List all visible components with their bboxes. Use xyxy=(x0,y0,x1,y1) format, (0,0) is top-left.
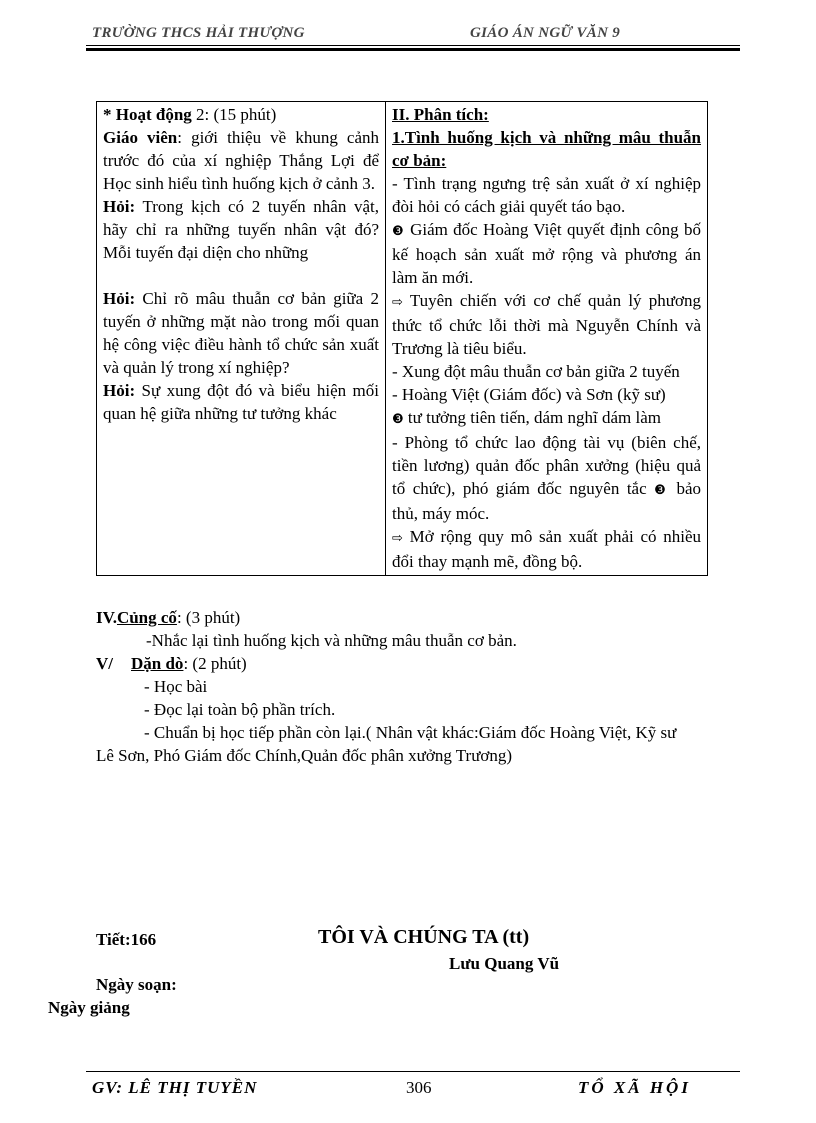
prep-date-label: Ngày soạn: xyxy=(96,975,177,994)
teacher-student-activity-cell xyxy=(97,102,386,576)
header-school: TRƯỜNG THCS HẢI THƯỢNG xyxy=(92,25,305,41)
header-subject: GIÁO ÁN NGỮ VĂN 9 xyxy=(470,25,621,41)
content-paragraph xyxy=(392,525,701,573)
question-text: Chỉ rõ mâu thuẫn cơ bản giữa 2 tuyến ở những mặt nào trong mối quan hệ công việc điều hành tổ chức sản xuất và quản lý trong xí nghiệp? xyxy=(103,289,379,377)
content-text: - Phòng tổ chức lao động tài vụ (biên chế, tiền lương) quản đốc phân xưởng (hiệu quả tổ chức), phó giám đốc nguyên tắc xyxy=(392,433,701,498)
header-divider-thick xyxy=(86,48,740,51)
circled-three-icon: ❸ xyxy=(392,224,405,239)
content-text: Tuyên chiến với cơ chế quản lý phương thức tổ chức lỗi thời mà Nguyễn Chính và Trương là tiêu biểu. xyxy=(392,291,701,358)
period-number: Tiết:166 xyxy=(96,930,157,949)
content-text: Giám đốc Hoàng Việt quyết định công bố kế hoạch sản xuất mở rộng và phương án làm ăn mới. xyxy=(392,220,701,287)
lesson-title: TÔI VÀ CHÚNG TA (tt) xyxy=(318,926,530,948)
question-1 xyxy=(103,195,379,264)
homework-prefix: V/ xyxy=(96,654,113,673)
homework-item: - Đọc lại toàn bộ phần trích. xyxy=(144,700,336,719)
question-3 xyxy=(103,379,379,425)
teacher-paragraph xyxy=(103,126,379,195)
content-cell xyxy=(386,102,708,576)
homework-continuation: Lê Sơn, Phó Giám đốc Chính,Quản đốc phân xưởng Trương) xyxy=(96,746,513,765)
teacher-label: Giáo viên xyxy=(103,128,178,147)
question-text: Trong kịch có 2 tuyến nhân vật, hãy chỉ ra những tuyến nhân vật đó? Mỗi tuyến đại diện cho những xyxy=(103,197,379,262)
question-2 xyxy=(103,287,379,379)
consolidation-label: Củng cố xyxy=(116,608,177,627)
teach-date-label: Ngày giảng xyxy=(48,998,130,1017)
header-divider xyxy=(86,45,740,46)
content-text: Mở rộng quy mô sản xuất phải có nhiều đổi thay mạnh mẽ, đồng bộ. xyxy=(392,527,701,571)
teacher-text: : giới thiệu về khung cảnh trước đó của xí nghiệp Thắng Lợi để Học sinh hiểu tình huống kịch ở cảnh 3. xyxy=(103,128,379,193)
footer-teacher: GV: LÊ THỊ TUYỀN xyxy=(92,1078,258,1097)
activity-label: * Hoạt động xyxy=(103,105,192,124)
consolidation-duration: : (3 phút) xyxy=(176,608,241,627)
sub-heading: 1.Tình huống kịch và những mâu thuẫn cơ bản: xyxy=(392,128,701,170)
arrow-right-icon: ⇨ xyxy=(392,295,403,310)
lesson-author: Lưu Quang Vũ xyxy=(449,954,560,973)
footer-group: TỔ XÃ HỘI xyxy=(578,1078,691,1097)
question-text: Sự xung đột đó và biểu hiện mối quan hệ giữa những tư tưởng khác xyxy=(103,381,379,423)
footer-divider xyxy=(86,1071,740,1072)
content-paragraph xyxy=(392,431,701,525)
homework-item: - Học bài xyxy=(144,677,208,696)
content-text: bảo thủ, máy móc. xyxy=(392,479,701,523)
consolidation-heading xyxy=(96,606,240,629)
table-row xyxy=(97,102,708,576)
content-paragraph xyxy=(392,406,701,431)
consolidation-item: -Nhắc lại tình huống kịch và những mâu thuẫn cơ bản. xyxy=(146,631,517,650)
consolidation-prefix: IV. xyxy=(96,608,117,627)
homework-heading xyxy=(96,652,247,675)
content-text: tư tưởng tiên tiến, dám nghĩ dám làm xyxy=(403,408,662,427)
section-heading: II. Phân tích: xyxy=(392,105,489,124)
spacer xyxy=(103,264,379,287)
content-paragraph: - Xung đột mâu thuẫn cơ bản giữa 2 tuyến xyxy=(392,362,680,381)
content-paragraph xyxy=(392,218,701,289)
arrow-right-icon: ⇨ xyxy=(392,531,403,546)
question-label: Hỏi: xyxy=(103,289,136,308)
question-label: Hỏi: xyxy=(103,381,136,400)
lesson-table xyxy=(96,101,708,576)
content-paragraph: - Tình trạng ngưng trệ sản xuất ở xí nghiệp đòi hỏi có cách giải quyết táo bạo. xyxy=(392,174,701,216)
content-paragraph: - Hoàng Việt (Giám đốc) và Sơn (kỹ sư) xyxy=(392,385,666,404)
page-number: 306 xyxy=(406,1078,432,1097)
content-paragraph xyxy=(392,289,701,360)
activity-duration: 2: (15 phút) xyxy=(191,105,277,124)
homework-duration: : (2 phút) xyxy=(183,654,247,673)
homework-item: - Chuẩn bị học tiếp phần còn lại.( Nhân vật khác:Giám đốc Hoàng Việt, Kỹ sư xyxy=(144,723,677,742)
circled-three-icon: ❸ xyxy=(654,483,669,498)
activity-line xyxy=(103,103,379,126)
homework-label: Dặn dò xyxy=(131,654,184,673)
circled-three-icon: ❸ xyxy=(392,412,404,427)
question-label: Hỏi: xyxy=(103,197,136,216)
